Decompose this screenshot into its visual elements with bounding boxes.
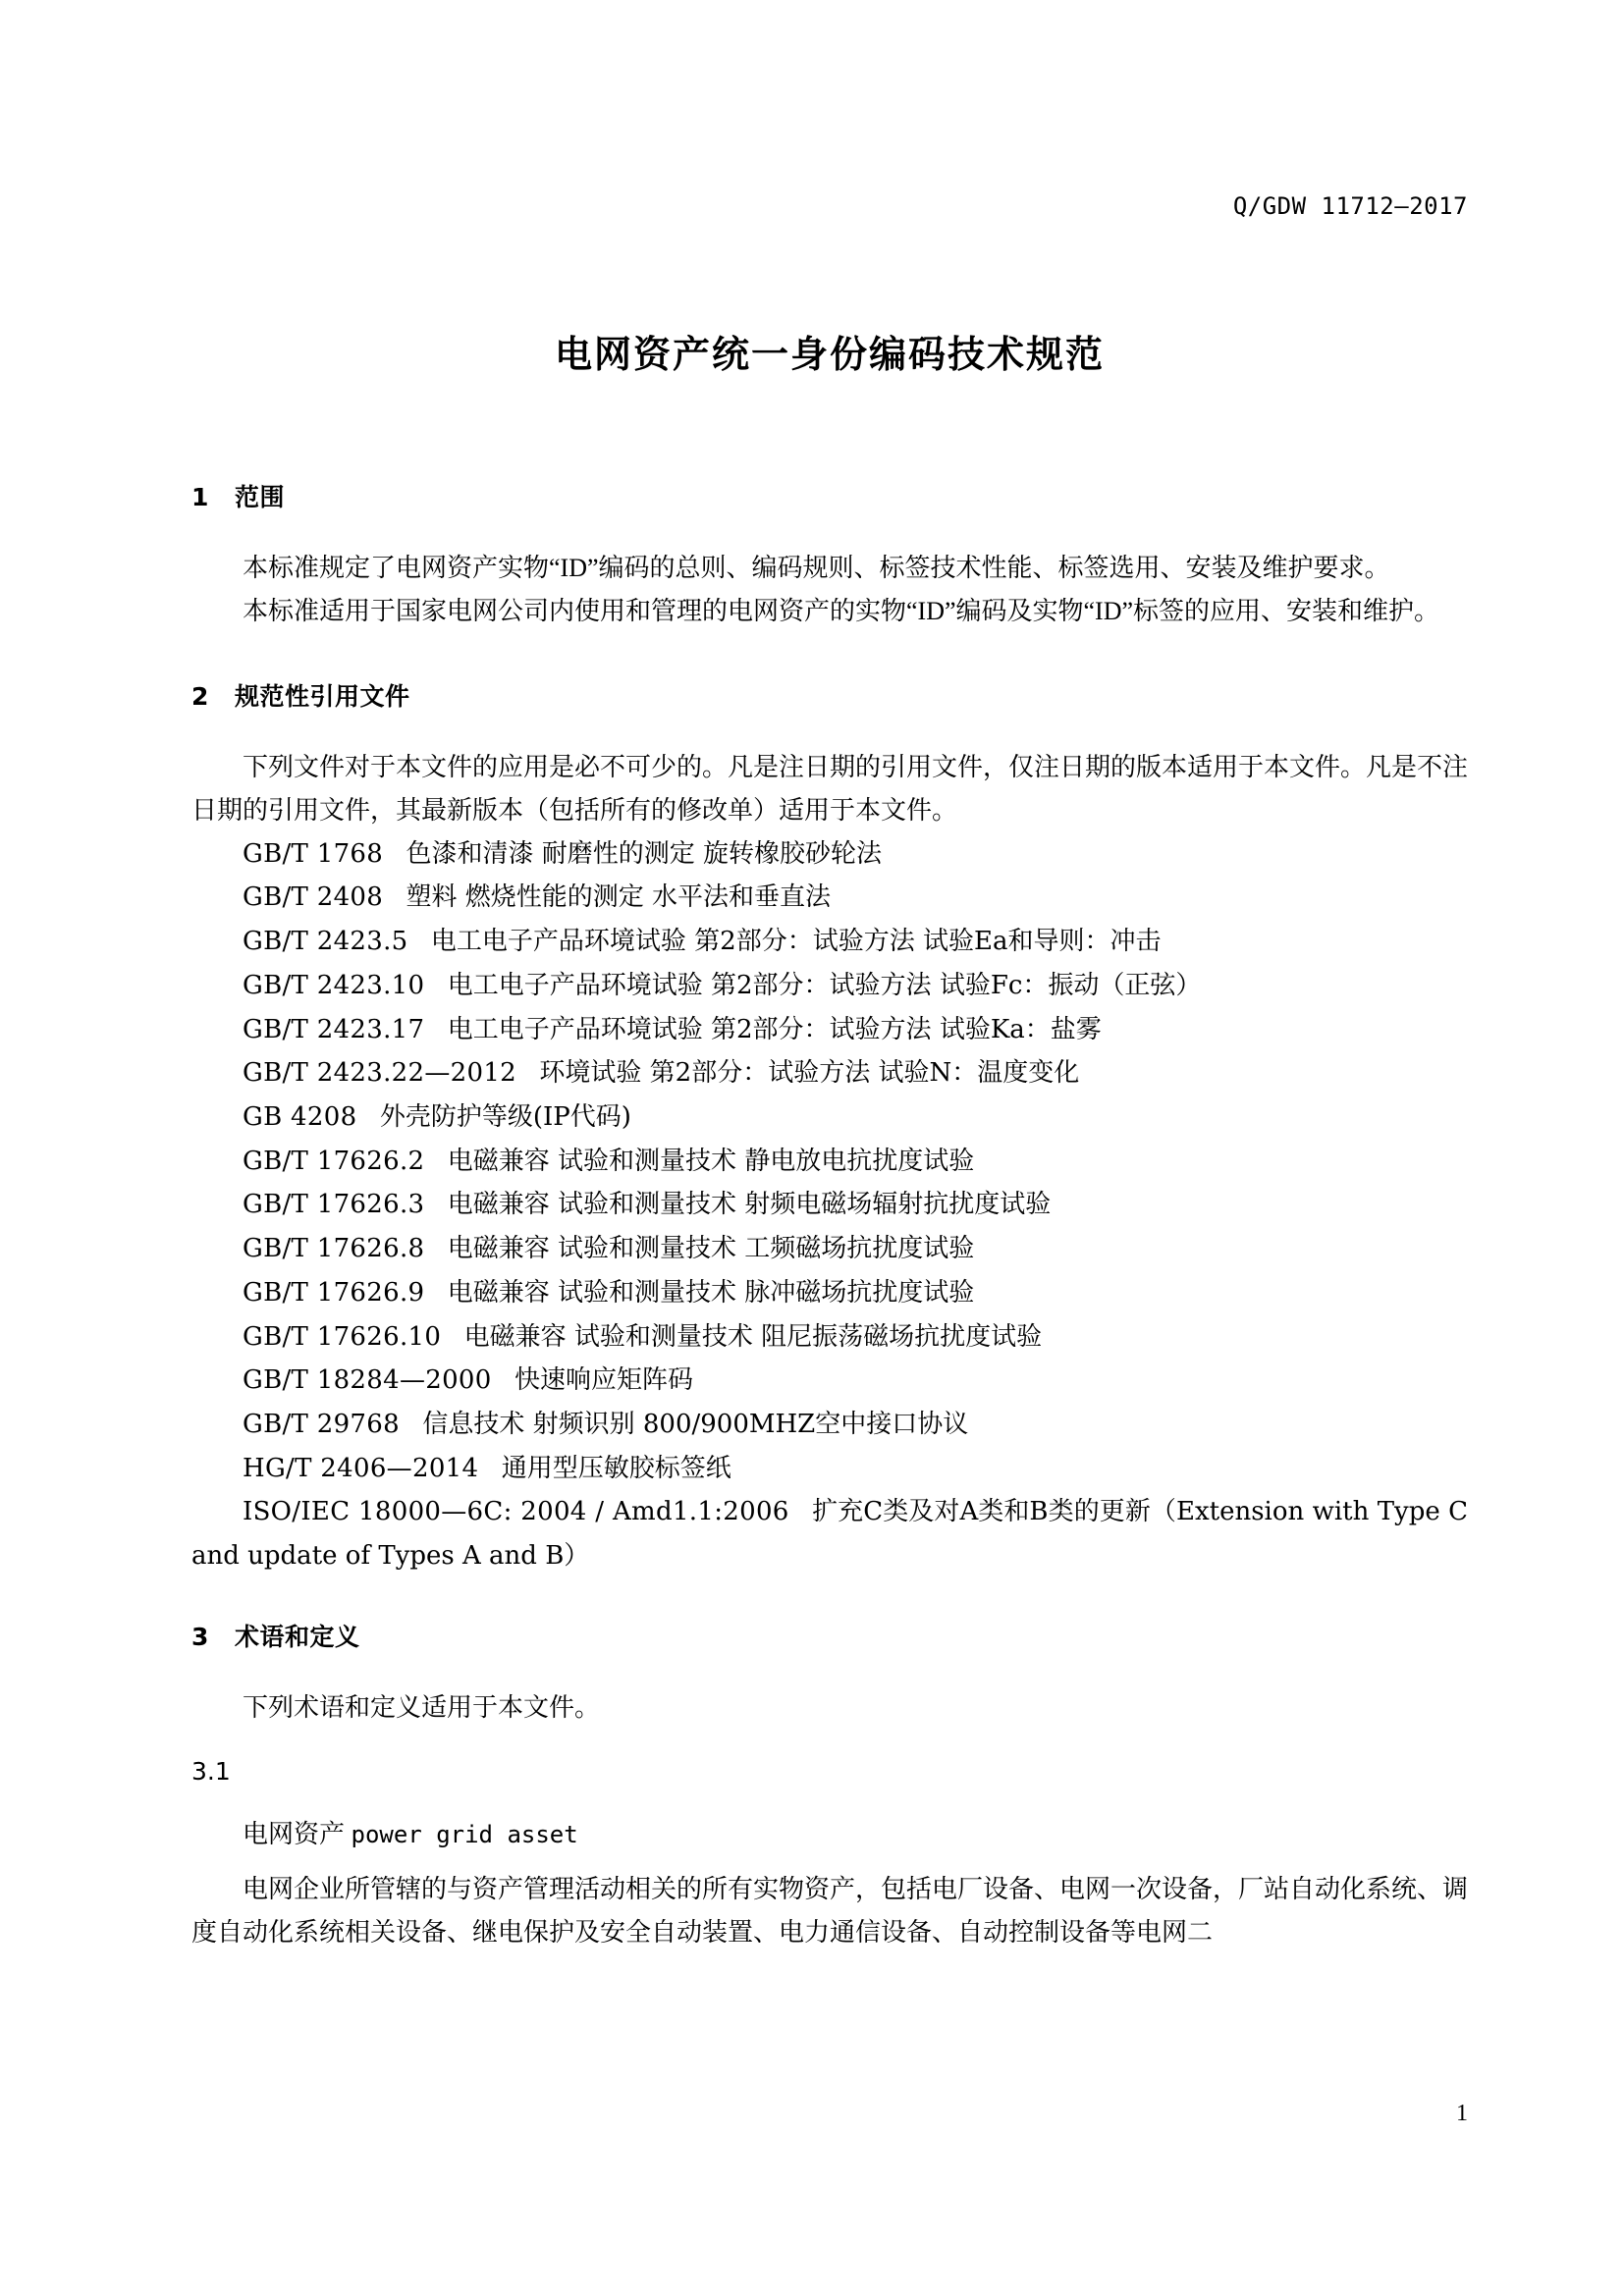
section-number-1: 1: [191, 483, 209, 511]
reference-item: [191, 1403, 1468, 1447]
reference-title: 通用型压敏胶标签纸: [501, 1453, 731, 1483]
reference-title: 电工电子产品环境试验 第2部分：试验方法 试验Ea和导则：冲击: [430, 927, 1162, 957]
reference-title: 电磁兼容 试验和测量技术 静电放电抗扰度试验: [447, 1146, 975, 1176]
section-number-2: 2: [191, 682, 209, 712]
reference-item: [191, 920, 1468, 964]
section-title-2: 规范性引用文件: [235, 682, 410, 712]
document-body: [191, 478, 1468, 1954]
reference-id: HG/T 2406—2014: [243, 1453, 479, 1483]
term-definition: 电网企业所管辖的与资产管理活动相关的所有实物资产，包括电厂设备、电网一次设备，厂站自动化系统、调度自动化系统相关设备、继电保护及安全自动装置、电力通信设备、自动控制设备等电网二: [191, 1875, 1469, 1947]
reference-item: [191, 1008, 1468, 1052]
reference-id: GB/T 1768: [243, 838, 384, 869]
reference-id: GB/T 17626.8: [243, 1234, 425, 1264]
section-title-3: 术语和定义: [235, 1622, 360, 1651]
section-number-3: 3: [191, 1622, 209, 1651]
reference-id: GB/T 17626.2: [243, 1146, 425, 1176]
reference-id: GB/T 18284—2000: [243, 1365, 492, 1396]
reference-title: 快速响应矩阵码: [514, 1365, 694, 1396]
reference-item: [191, 1095, 1468, 1140]
reference-title: 电磁兼容 试验和测量技术 射频电磁场辐射抗扰度试验: [447, 1190, 1052, 1220]
reference-id: GB/T 2423.10: [243, 970, 425, 1000]
reference-title: 色漆和清漆 耐磨性的测定 旋转橡胶砂轮法: [406, 838, 883, 869]
reference-id: ISO/IEC 18000—6C: 2004 / Amd1.1:2006: [243, 1497, 789, 1527]
reference-id: GB/T 17626.3: [243, 1190, 425, 1220]
reference-item: [191, 1490, 1468, 1577]
reference-title: 信息技术 射频识别 800/900MHZ空中接口协议: [422, 1410, 969, 1440]
page-title: 电网资产统一身份编码技术规范: [554, 333, 1105, 376]
reference-id: GB/T 2423.17: [243, 1014, 425, 1044]
reference-title: 扩充C类及对A类和B类的更新（Extension with Type C and update of Types A and B）: [191, 1497, 1468, 1572]
reference-id: GB/T 17626.10: [243, 1321, 442, 1352]
reference-title: 环境试验 第2部分：试验方法 试验N：温度变化: [539, 1058, 1080, 1089]
page-number: 1: [1456, 2101, 1468, 2126]
subsection-number-3-1: 3.1: [191, 1756, 231, 1786]
section1-paragraph-2: 本标准适用于国家电网公司内使用和管理的电网资产的实物“ID”编码及实物“ID”标签的应用、安装和维护。: [243, 596, 1440, 625]
reference-id: GB/T 17626.9: [243, 1277, 425, 1308]
reference-item: [191, 832, 1468, 877]
reference-title: 电工电子产品环境试验 第2部分：试验方法 试验Ka：盐雾: [447, 1014, 1102, 1044]
section1-paragraph-1: 本标准规定了电网资产实物“ID”编码的总则、编码规则、标签技术性能、标签选用、安装及维护要求。: [243, 554, 1390, 582]
reference-title: 电工电子产品环境试验 第2部分：试验方法 试验Fc：振动（正弦）: [447, 970, 1202, 1000]
section-heading-1: [191, 478, 1468, 513]
reference-id: GB/T 2423.22—2012: [243, 1058, 517, 1089]
term-entry: [191, 1813, 1468, 1857]
reference-item: [191, 1051, 1468, 1095]
section-heading-2: [191, 677, 1468, 713]
reference-item: [191, 1359, 1468, 1403]
reference-item: [191, 1271, 1468, 1315]
reference-id: GB/T 2408: [243, 882, 384, 913]
reference-item: [191, 876, 1468, 920]
running-header: [191, 192, 1468, 220]
reference-item: [191, 1315, 1468, 1360]
reference-title: 电磁兼容 试验和测量技术 工频磁场抗扰度试验: [447, 1234, 975, 1264]
standard-code: Q/GDW 11712—2017: [1232, 192, 1468, 220]
reference-item: [191, 964, 1468, 1008]
term-english: power grid asset: [351, 1820, 578, 1848]
reference-id: GB/T 2423.5: [243, 927, 408, 957]
reference-title: 塑料 燃烧性能的测定 水平法和垂直法: [406, 882, 832, 913]
term-chinese: 电网资产: [243, 1819, 346, 1849]
reference-title: 电磁兼容 试验和测量技术 阻尼振荡磁场抗扰度试验: [463, 1321, 1043, 1352]
reference-title: 电磁兼容 试验和测量技术 脉冲磁场抗扰度试验: [447, 1277, 975, 1308]
normative-reference-list: [191, 832, 1468, 1578]
reference-item: [191, 1140, 1468, 1184]
reference-id: GB 4208: [243, 1102, 357, 1132]
reference-id: GB/T 29768: [243, 1410, 400, 1440]
section2-intro: 下列文件对于本文件的应用是必不可少的。凡是注日期的引用文件，仅注日期的版本适用于本文件。凡是不注日期的引用文件，其最新版本（包括所有的修改单）适用于本文件。: [191, 753, 1469, 826]
section3-intro: 下列术语和定义适用于本文件。: [243, 1692, 601, 1722]
section-title-1: 范围: [235, 483, 286, 511]
reference-item: [191, 1227, 1468, 1271]
reference-item: [191, 1183, 1468, 1227]
section-heading-3: [191, 1618, 1468, 1653]
reference-title: 外壳防护等级(IP代码): [379, 1102, 631, 1132]
reference-item: [191, 1447, 1468, 1491]
